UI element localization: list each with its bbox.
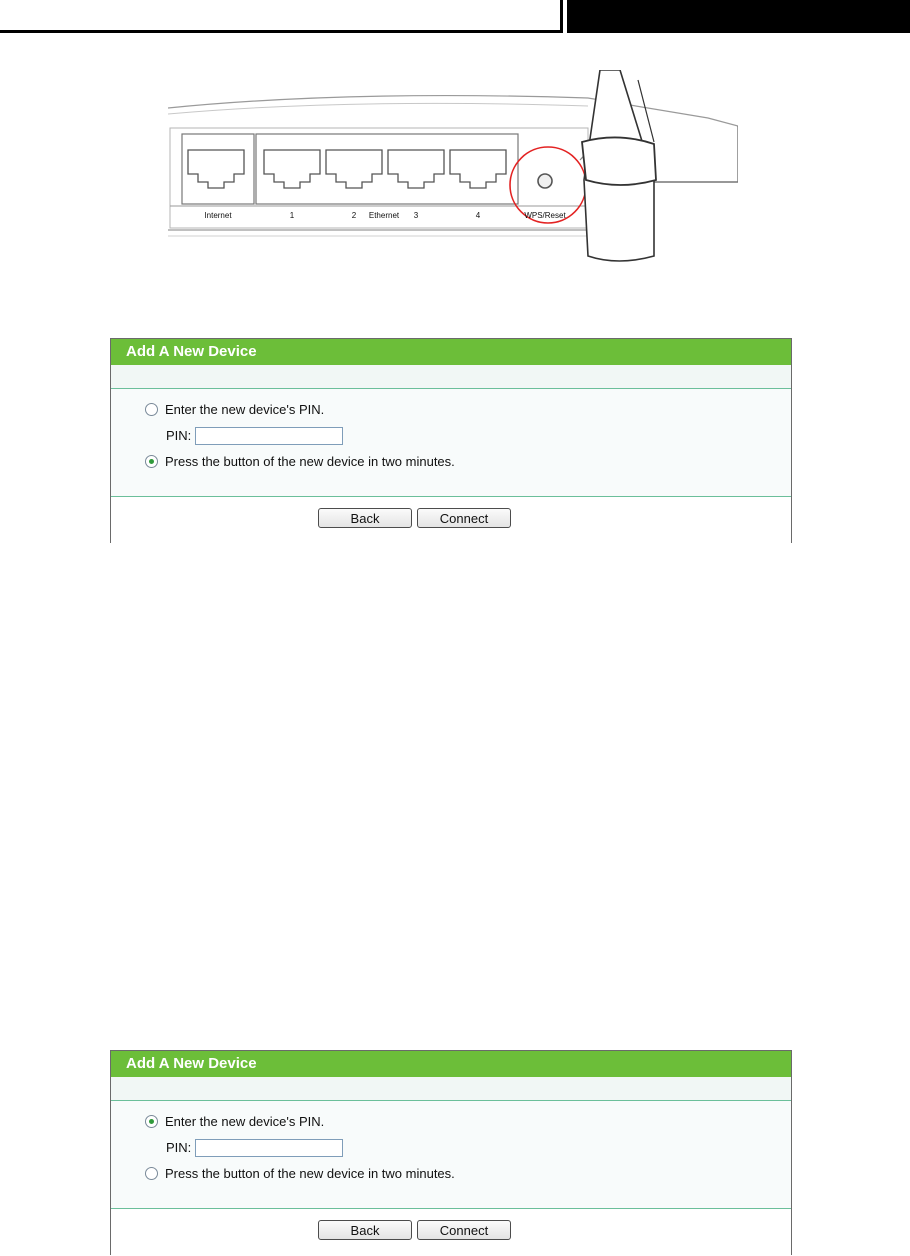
wps-reset-button bbox=[538, 174, 552, 188]
pin-input[interactable] bbox=[195, 1139, 343, 1157]
panel-footer bbox=[111, 497, 791, 543]
option-button-row[interactable] bbox=[145, 452, 455, 470]
add-device-panel-2 bbox=[110, 1050, 792, 1255]
panel-body bbox=[111, 389, 791, 497]
router-rear-illustration bbox=[168, 70, 738, 262]
option-pin-radio[interactable] bbox=[145, 1115, 158, 1128]
option-pin-radio[interactable] bbox=[145, 403, 158, 416]
panel-footer bbox=[111, 1209, 791, 1255]
panel-subheader bbox=[111, 1077, 791, 1101]
panel-subheader bbox=[111, 365, 791, 389]
option-button-label: Press the button of the new device in two minutes. bbox=[165, 1165, 455, 1181]
port-2-label: 2 bbox=[351, 211, 357, 220]
pin-label: PIN: bbox=[166, 1140, 192, 1155]
panel-title: Add A New Device bbox=[111, 1051, 791, 1077]
option-pin-row[interactable] bbox=[145, 400, 324, 418]
internet-port-label: Internet bbox=[204, 211, 232, 220]
option-button-row[interactable] bbox=[145, 1164, 455, 1182]
header-block-divider bbox=[563, 0, 567, 33]
ethernet-label: Ethernet bbox=[368, 211, 400, 220]
back-button[interactable]: Back bbox=[318, 1220, 412, 1240]
option-pin-row[interactable] bbox=[145, 1112, 324, 1130]
option-button-radio[interactable] bbox=[145, 1167, 158, 1180]
router-body-top-edge bbox=[168, 96, 738, 126]
option-button-label: Press the button of the new device in two minutes. bbox=[165, 453, 455, 469]
pin-label: PIN: bbox=[166, 428, 192, 443]
option-button-radio[interactable] bbox=[145, 455, 158, 468]
header-rule bbox=[0, 30, 560, 33]
antenna-collar bbox=[582, 137, 656, 185]
port-3-label: 3 bbox=[413, 211, 419, 220]
panel-body bbox=[111, 1101, 791, 1209]
router-body-inner-edge bbox=[168, 103, 588, 114]
pin-row bbox=[166, 425, 343, 446]
option-pin-label: Enter the new device's PIN. bbox=[165, 401, 325, 417]
header-block bbox=[560, 0, 910, 33]
panel-title: Add A New Device bbox=[111, 339, 791, 365]
router-body-right-edge bbox=[648, 126, 738, 182]
connect-button[interactable]: Connect bbox=[417, 508, 511, 528]
pin-row bbox=[166, 1137, 343, 1158]
back-button[interactable]: Back bbox=[318, 508, 412, 528]
option-pin-label: Enter the new device's PIN. bbox=[165, 1113, 325, 1129]
port-4-label: 4 bbox=[475, 211, 481, 220]
port-1-label: 1 bbox=[289, 211, 295, 220]
pin-input[interactable] bbox=[195, 427, 343, 445]
add-device-panel-1 bbox=[110, 338, 792, 543]
wps-reset-label: WPS/Reset bbox=[524, 211, 566, 220]
antenna-shade-line bbox=[638, 80, 654, 142]
connect-button[interactable]: Connect bbox=[417, 1220, 511, 1240]
